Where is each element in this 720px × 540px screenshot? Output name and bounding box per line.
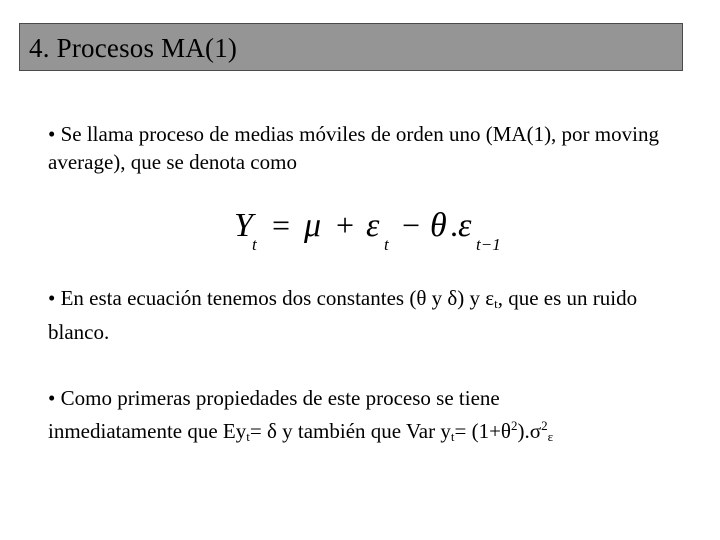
formula-Y: Y <box>234 207 253 244</box>
formula-theta: θ <box>430 207 447 244</box>
p3-part-a: inmediatamente que Ey <box>48 419 247 443</box>
formula-eps-sub: t <box>384 235 389 254</box>
ma1-formula <box>232 202 532 262</box>
p3-part-d: ).σ <box>517 419 542 443</box>
formula-dot: . <box>450 207 458 243</box>
p3-sub-d: ε <box>547 429 554 444</box>
formula-Y-sub: t <box>252 235 257 254</box>
paragraph-definition: • Se llama proceso de medias móviles de orden uno (MA(1), por moving average), que se denota como <box>48 122 659 174</box>
formula-mu: μ <box>304 207 322 244</box>
formula-eq: = <box>272 207 291 243</box>
p2-sub: t <box>494 296 498 311</box>
paragraph-constants <box>48 284 688 346</box>
p3-line2 <box>48 412 688 451</box>
p3-sup-d: 2 <box>541 418 548 433</box>
paragraph-properties <box>48 384 688 451</box>
p3-part-b: = δ y también que Var y <box>249 419 451 443</box>
formula-eps2: ε <box>458 207 472 244</box>
p3-sup-c: 2 <box>511 418 518 433</box>
p3-line1: • Como primeras propiedades de este proceso se tiene <box>48 386 500 410</box>
formula-plus: + <box>336 207 355 243</box>
formula-minus: − <box>402 207 421 243</box>
p3-sub-a: t <box>246 429 250 444</box>
formula-eps: ε <box>366 207 380 244</box>
slide-title: 4. Procesos MA(1) <box>29 33 238 63</box>
p2-before: • En esta ecuación tenemos dos constantes (θ y δ) y ε <box>48 286 495 310</box>
p2-after: , que es un ruido blanco. <box>48 286 638 344</box>
formula-eps2-sub: t−1 <box>476 235 501 254</box>
p3-part-c: = (1+θ <box>454 419 511 443</box>
p3-sub-b: t <box>450 429 455 444</box>
title-bar <box>19 23 683 71</box>
